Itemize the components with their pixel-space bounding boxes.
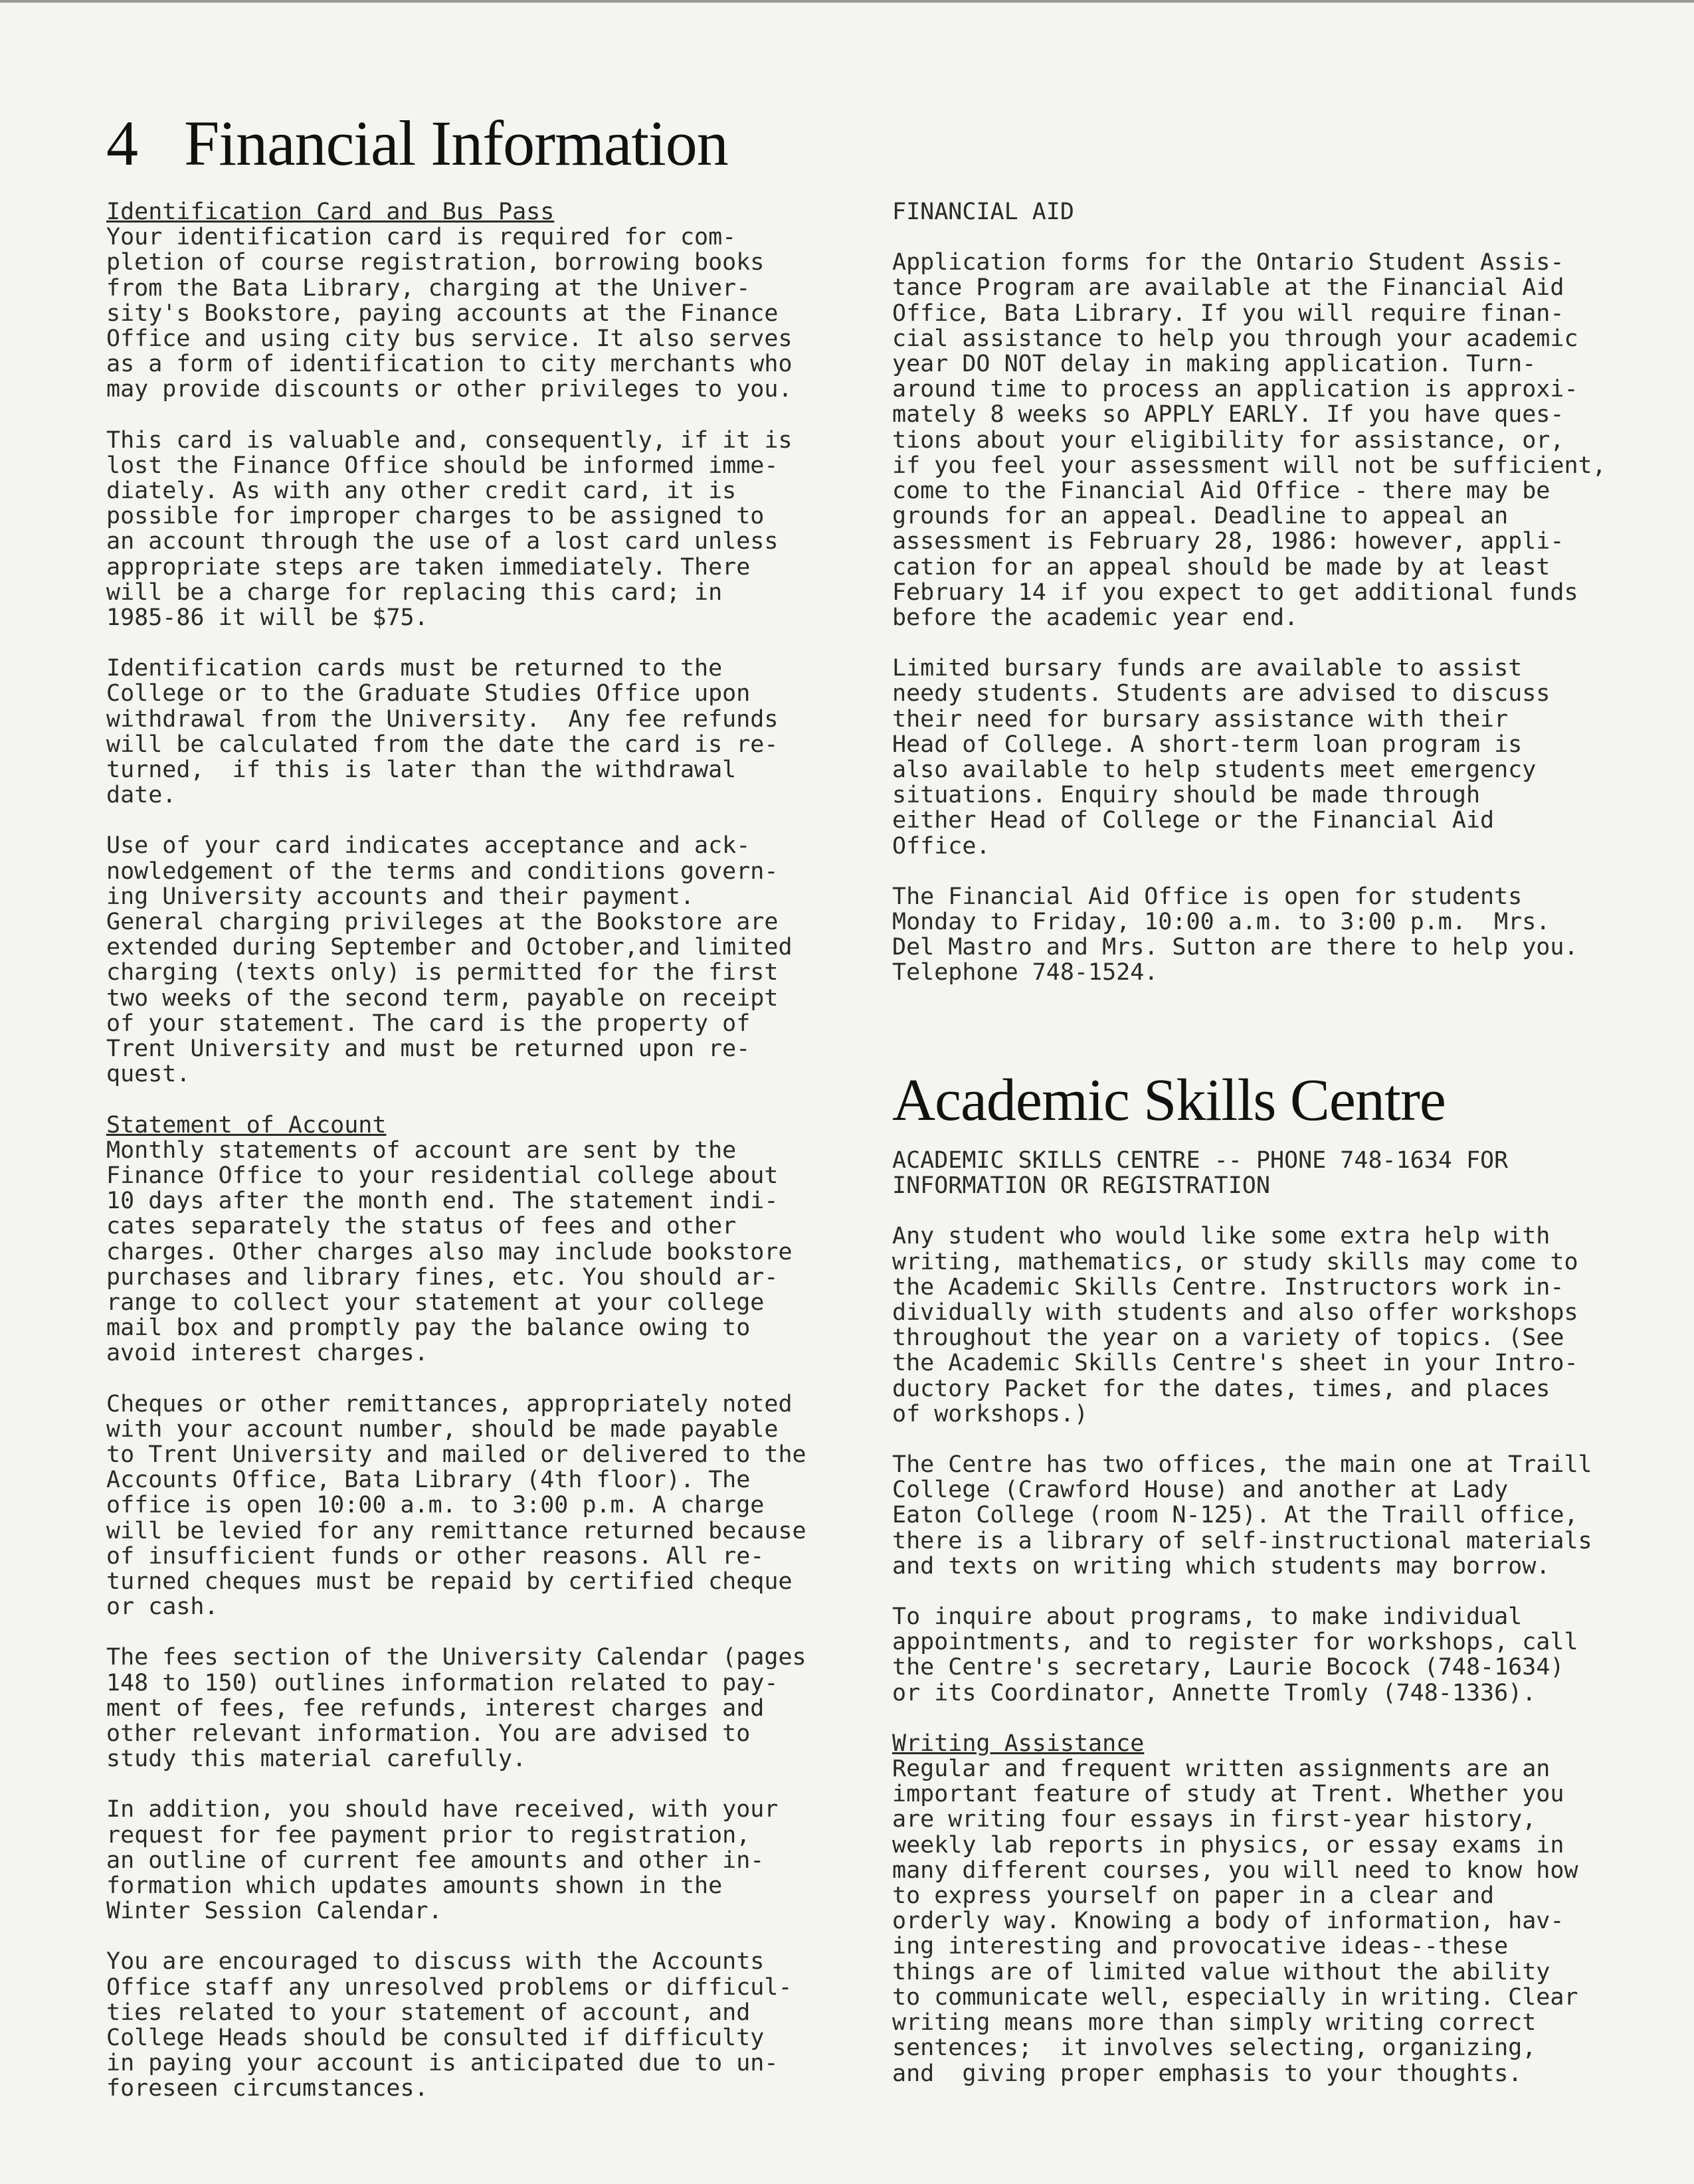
financial-aid-paragraph-1: Application forms for the Ontario Student Assis- tance Program are available at the Financial Aid Office, Bata Library. If you will require finan- cial assistance to help you through your academic year DO NOT delay in making application. Turn- around time to process an application is approxi- mately 8 weeks so APPLY EARLY. If you have ques- tions about your eligibility for assistance, or, if you feel your assessment will not be sufficient, come to the Financial Aid Office - there may be grounds for an appeal. Deadline to appeal an assessment is February 28, 1986: however, appli- cation for an appeal should be made by at least February 14 if you expect to get additional funds before the academic year end. bbox=[892, 249, 1606, 632]
right-column-financial-aid bbox=[892, 199, 1656, 1011]
id-card-paragraph-4: Use of your card indicates acceptance and ack- nowledgement of the terms and conditions govern- ing University accounts and their payment. General charging privileges at the Bookstore are extended during September and October,and limited charging (texts only) is permitted for the first two weeks of the second term, payable on receipt of your statement. The card is the property of Trent University and must be returned upon re- quest. bbox=[106, 832, 793, 1088]
academic-skills-title: Academic Skills Centre bbox=[892, 1067, 1446, 1133]
statement-paragraph-5: You are encouraged to discuss with the Accounts Office staff any unresolved problems or difficul- ties related to your statement of account, and College Heads should be consulted if difficulty in paying your account is anticipated due to un- foreseen circumstances. bbox=[106, 1948, 793, 2102]
top-rule bbox=[0, 0, 1694, 3]
academic-skills-paragraph-2: The Centre has two offices, the main one at Traill College (Crawford House) and another at Lady Eaton College (room N-125). At the Traill office, there is a library of self-instructional materials and texts on writing which students may borrow. bbox=[892, 1451, 1592, 1580]
academic-skills-paragraph-3: To inquire about programs, to make individual appointments, and to register for workshops, call the Centre's secretary, Laurie Bocock (748-1634) or its Coordinator, Annette Tromly (748-1336). bbox=[892, 1603, 1578, 1706]
left-column bbox=[106, 199, 870, 2127]
id-card-paragraph-2: This card is valuable and, consequently, if it is lost the Finance Office should be informed imme- diately. As with any other credit card, it is possible for improper charges to be assigned to an account through the use of a lost card unless appropriate steps are taken immediately. There will be a charge for replacing this card; in 1985-86 it will be $75. bbox=[106, 426, 793, 632]
statement-heading: Statement of Account bbox=[106, 1111, 387, 1138]
financial-aid-heading: FINANCIAL AID bbox=[892, 199, 1074, 225]
id-card-paragraph-3: Identification cards must be returned to the College or to the Graduate Studies Office upon withdrawal from the University. Any fee refunds will be calculated from the date the card is re- turned, if this is later than the withdrawal date. bbox=[106, 655, 779, 809]
page-title bbox=[106, 106, 728, 180]
statement-paragraph-3: The fees section of the University Calendar (pages 148 to 150) outlines information related to pay- ment of fees, fee refunds, interest charges and other relevant information. You are advised to study this material carefully. bbox=[106, 1644, 806, 1773]
academic-skills-phone: ACADEMIC SKILLS CENTRE -- PHONE 748-1634 FOR INFORMATION OR REGISTRATION bbox=[892, 1147, 1509, 1200]
financial-aid-paragraph-2: Limited bursary funds are available to assist needy students. Students are advised to discuss their need for bursary assistance with their Head of College. A short-term loan program is also available to help students meet emergency situations. Enquiry should be made through either Head of College or the Financial Aid Office. bbox=[892, 655, 1551, 860]
right-column-academic-skills bbox=[892, 1148, 1683, 2112]
page-title-text: Financial Information bbox=[184, 108, 728, 179]
id-card-heading: Identification Card and Bus Pass bbox=[106, 199, 555, 225]
statement-paragraph-2: Cheques or other remittances, appropriately noted with your account number, should be made payable to Trent University and mailed or delivered to the Accounts Office, Bata Library (4th floor). The office is open 10:00 a.m. to 3:00 p.m. A charge will be levied for any remittance returned because of insufficient funds or other reasons. All re- turned cheques must be repaid by certified cheque or cash. bbox=[106, 1390, 806, 1621]
statement-paragraph-4: In addition, you should have received, with your request for fee payment prior to registration, an outline of current fee amounts and other in- formation which updates amounts shown in the Winter Session Calendar. bbox=[106, 1796, 779, 1925]
id-card-paragraph-1: Your identification card is required for com- pletion of course registration, borrowing books from the Bata Library, charging at the Univer- sity's Bookstore, paying accounts at the Finance Office and using city bus service. It also serves as a form of identification to city merchants who may provide discounts or other privileges to you. bbox=[106, 224, 793, 403]
financial-aid-paragraph-3: The Financial Aid Office is open for students Monday to Friday, 10:00 a.m. to 3:00 p.m. Mrs. Del Mastro and Mrs. Sutton are there to help you. Telephone 748-1524. bbox=[892, 883, 1578, 986]
statement-paragraph-1: Monthly statements of account are sent by the Finance Office to your residential college about 10 days after the month end. The statement indi- cates separately the status of fees and other charges. Other charges also may include bookstore purchases and library fines, etc. You should ar- range to collect your statement at your college mail box and promptly pay the balance owing to avoid interest charges. bbox=[106, 1137, 793, 1367]
writing-assistance-paragraph: Regular and frequent written assignments are an important feature of study at Trent. Whether you are writing four essays in first-year history, weekly lab reports in physics, or essay exams in many different courses, you will need to know how to express yourself on paper in a clear and orderly way. Knowing a body of information, hav- ing interesting and provocative ideas--these things are of limited value without the ability to communicate well, especially in writing. Clear writing means more than simply writing correct sentences; it involves selecting, organizing, and giving proper emphasis to your thoughts. bbox=[892, 1756, 1578, 2087]
writing-assistance-heading: Writing Assistance bbox=[892, 1730, 1145, 1757]
academic-skills-paragraph-1: Any student who would like some extra help with writing, mathematics, or study skills may come to the Academic Skills Centre. Instructors work in- dividually with students and also offer workshops throughout the year on a variety of topics. (See the Academic Skills Centre's sheet in your Intro- ductory Packet for the dates, times, and places of workshops.) bbox=[892, 1223, 1578, 1427]
page-number: 4 bbox=[106, 108, 138, 179]
